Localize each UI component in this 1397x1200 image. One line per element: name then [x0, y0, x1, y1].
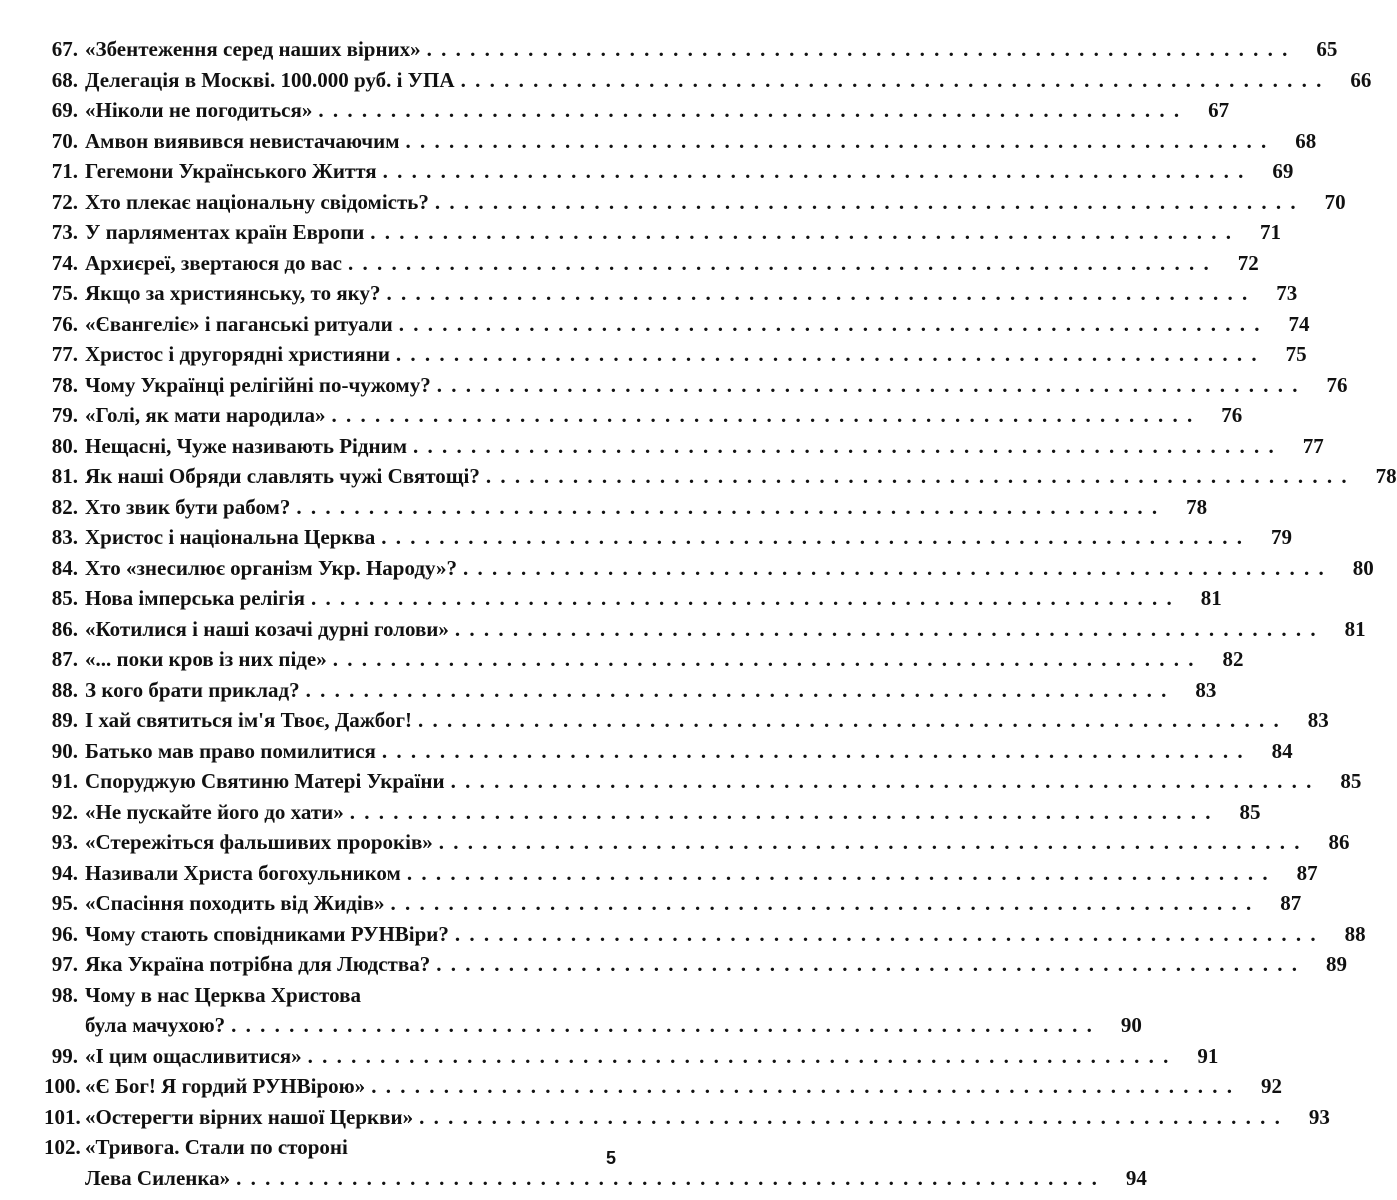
toc-entry-number: 86. [51, 616, 78, 641]
toc-entry [44, 492, 1208, 523]
toc-entry-number: 67. [51, 37, 78, 61]
toc-entry-page: 65 [1316, 37, 1338, 61]
dot-leader: . . . . . . . . . . . . . . . . . . . . . . . . . . . . . . . . . . . . . . . . . . . . . . . . . . . . . . . . . . . . [398, 311, 1262, 336]
toc-entry [44, 95, 1230, 126]
toc-entry-page: 85 [1340, 769, 1362, 793]
toc-entry [44, 126, 1317, 157]
toc-entry-page: 66 [1350, 67, 1372, 92]
toc-entry-title: Батько мав право помилитися [85, 738, 376, 763]
toc-line [44, 553, 1374, 584]
dot-leader: . . . . . . . . . . . . . . . . . . . . . . . . . . . . . . . . . . . . . . . . . . . . . . . . . . . . . . . . . . . . [454, 616, 1318, 641]
toc-entry-number: 78. [51, 372, 78, 397]
toc-entry-page: 85 [1239, 799, 1261, 824]
dot-leader: . . . . . . . . . . . . . . . . . . . . . . . . . . . . . . . . . . . . . . . . . . . . . . . . . . . . . . . . . . . . [463, 555, 1326, 580]
toc-entry-page: 77 [1302, 433, 1324, 458]
toc-entry-title: «Голі, як мати народила» [85, 403, 326, 427]
toc-entry-title: Яка Україна потрібна для Людства? [85, 952, 431, 976]
toc-entry [44, 400, 1243, 431]
toc-entry-page: 82 [1222, 647, 1244, 671]
toc-entry [44, 1041, 1219, 1072]
page-number: 5 [606, 1148, 617, 1168]
toc-entry-title: Якщо за християнську, то яку? [85, 281, 381, 305]
toc-entry-number: 85. [51, 586, 78, 610]
toc-entry-title: Чому Українці релігійні по-чужому? [85, 372, 431, 397]
toc-entry-title: Називали Христа богохульником [85, 860, 401, 885]
toc-entry [44, 644, 1244, 675]
toc-entry-number: 90. [51, 738, 78, 763]
toc-entry-number: 68. [51, 67, 78, 92]
toc-line [44, 949, 1347, 980]
toc-line-continued [44, 1163, 1147, 1194]
dot-leader: . . . . . . . . . . . . . . . . . . . . . . . . . . . . . . . . . . . . . . . . . . . . . . . . . . . . . . . . . . . . [349, 799, 1213, 824]
toc-entry-number: 70. [51, 128, 78, 153]
toc-entry [44, 736, 1293, 767]
toc-entry-number: 76. [51, 311, 78, 336]
toc-entry-number: 75. [51, 281, 78, 305]
dot-leader: . . . . . . . . . . . . . . . . . . . . . . . . . . . . . . . . . . . . . . . . . . . . . . . . . . . . . . . . . . . . [307, 1043, 1171, 1068]
toc-entry-number: 101. [44, 1104, 81, 1129]
toc-entry-number: 92. [51, 799, 78, 824]
toc-line [44, 919, 1366, 950]
toc-entry [44, 431, 1324, 462]
dot-leader: . . . . . . . . . . . . . . . . . . . . . . . . . . . . . . . . . . . . . . . . . . . . . . . . . . . . . . . . . . . . [381, 738, 1245, 763]
toc-entry-page: 67 [1208, 98, 1230, 122]
toc-entry-number: 98. [51, 982, 78, 1007]
dot-leader: . . . . . . . . . . . . . . . . . . . . . . . . . . . . . . . . . . . . . . . . . . . . . . . . . . . . . . . . . . . . [390, 891, 1254, 915]
toc-entry-page: 90 [1120, 1013, 1142, 1037]
toc-entry-page: 91 [1197, 1043, 1219, 1068]
toc-entry-number: 94. [51, 860, 78, 885]
toc-line [44, 156, 1294, 187]
toc-line [44, 980, 639, 1011]
dot-leader: . . . . . . . . . . . . . . . . . . . . . . . . . . . . . . . . . . . . . . . . . . . . . . . . . . . . . . . . . . . . [332, 647, 1196, 671]
toc-entry-number: 91. [51, 769, 78, 793]
dot-leader: . . . . . . . . . . . . . . . . . . . . . . . . . . . . . . . . . . . . . . . . . . . . . . . . . . . . . . . . . . . . [406, 860, 1270, 885]
toc-entry-page: 83 [1195, 677, 1217, 702]
toc-line [44, 705, 1329, 736]
toc-entry-number: 74. [51, 250, 78, 275]
toc-entry [44, 614, 1366, 645]
dot-leader: . . . . . . . . . . . . . . . . . . . . . . . . . . . . . . . . . . . . . . . . . . . . . . . . . . . . . . . . . . . . [305, 677, 1169, 702]
toc-entry-title: «Остерегти вірних нашої Церкви» [85, 1104, 414, 1129]
toc-entry-page: 73 [1276, 281, 1298, 305]
dot-leader: . . . . . . . . . . . . . . . . . . . . . . . . . . . . . . . . . . . . . . . . . . . . . . . . . . . . . . . . . . . . [454, 921, 1318, 946]
toc-entry [44, 187, 1346, 218]
toc-line [44, 34, 1338, 65]
toc-entry-title: Як наші Обряди славлять чужі Святощі? [85, 464, 480, 488]
dot-leader: . . . . . . . . . . . . . . . . . . . . . . . . . . . . . . . . . . . . . . . . . . . . . . . . . . . . . . . . . . . . [310, 586, 1174, 610]
toc-line [44, 1102, 1330, 1133]
toc-entry [44, 278, 1298, 309]
toc-entry [44, 980, 1142, 1041]
toc-entry-number: 87. [51, 647, 78, 671]
dot-leader: . . . . . . . . . . . . . . . . . . . . . . . . . . . . . . . . . . . . . . . . . . . . . . . . . . . . . . . . . . . . [296, 494, 1160, 519]
dot-leader: . . . . . . . . . . . . . . . . . . . . . . . . . . . . . . . . . . . . . . . . . . . . . . . . . . . . . . . . . . . . [413, 433, 1276, 458]
toc-line [44, 95, 1230, 126]
toc-entry [44, 919, 1366, 950]
toc-entry-title: Хто «знесилює організм Укр. Народу»? [85, 555, 458, 580]
toc-line [44, 858, 1318, 889]
toc-entry-number: 93. [51, 830, 78, 854]
toc-entry-title: «Збентеження серед наших вірних» [85, 37, 421, 61]
toc-line [44, 583, 1222, 614]
toc-entry-number: 96. [51, 921, 78, 946]
toc-line [44, 736, 1293, 767]
dot-leader: . . . . . . . . . . . . . . . . . . . . . . . . . . . . . . . . . . . . . . . . . . . . . . . . . . . . . . . . . . . . [236, 1165, 1099, 1190]
toc-line [44, 644, 1244, 675]
dot-leader: . . . . . . . . . . . . . . . . . . . . . . . . . . . . . . . . . . . . . . . . . . . . . . . . . . . . . . . . . . . . [485, 464, 1349, 488]
dot-leader: . . . . . . . . . . . . . . . . . . . . . . . . . . . . . . . . . . . . . . . . . . . . . . . . . . . . . . . . . . . . [331, 403, 1195, 427]
toc-entry-page: 76 [1326, 372, 1348, 397]
toc-line-continued [44, 1010, 1142, 1041]
toc-entry-number: 83. [51, 525, 78, 549]
toc-entry-title-continued: Лева Силенка» [85, 1165, 231, 1190]
toc-entry-title: Чому в нас Церква Христова [85, 982, 361, 1007]
toc-entry-number: 95. [51, 891, 78, 915]
toc-entry-page: 86 [1328, 830, 1350, 854]
toc-entry-number: 77. [51, 342, 78, 366]
toc-entry-page: 89 [1325, 952, 1347, 976]
toc-entry-page: 74 [1288, 311, 1310, 336]
dot-leader: . . . . . . . . . . . . . . . . . . . . . . . . . . . . . . . . . . . . . . . . . . . . . . . . . . . . . . . . . . . . [231, 1013, 1094, 1037]
toc-entry-title: «Є Бог! Я гордий РУНВірою» [85, 1074, 366, 1098]
toc-entry [44, 1071, 1282, 1102]
dot-leader: . . . . . . . . . . . . . . . . . . . . . . . . . . . . . . . . . . . . . . . . . . . . . . . . . . . . . . . . . . . . [405, 128, 1269, 153]
toc-entry [44, 583, 1222, 614]
toc-entry-title: Архиєреї, звертаюся до вас [85, 250, 342, 275]
dot-leader: . . . . . . . . . . . . . . . . . . . . . . . . . . . . . . . . . . . . . . . . . . . . . . . . . . . . . . . . . . . . [417, 708, 1281, 732]
toc-line [44, 400, 1243, 431]
toc-entry-page: 88 [1344, 921, 1366, 946]
toc-entry-number: 89. [51, 708, 78, 732]
toc-line [44, 675, 1217, 706]
toc-entry [44, 34, 1338, 65]
dot-leader: . . . . . . . . . . . . . . . . . . . . . . . . . . . . . . . . . . . . . . . . . . . . . . . . . . . . . . . . . . . . [460, 67, 1324, 92]
toc-entry-page: 80 [1352, 555, 1374, 580]
toc-line [44, 766, 1362, 797]
toc-entry [44, 248, 1259, 279]
toc-entry-title: З кого брати приклад? [85, 677, 300, 702]
toc-entry-page: 75 [1285, 342, 1307, 366]
toc-entry [44, 675, 1217, 706]
toc-entry-page: 78 [1375, 464, 1397, 488]
toc-line [44, 309, 1310, 340]
toc-line [44, 492, 1208, 523]
toc-entry-title: «Євангеліє» і паганські ритуали [85, 311, 393, 336]
toc-entry [44, 949, 1347, 980]
toc-entry [44, 1102, 1330, 1133]
toc-line [44, 278, 1298, 309]
toc-entry-number: 72. [51, 189, 78, 214]
toc-entry-page: 87 [1296, 860, 1318, 885]
table-of-contents [44, 34, 1397, 1193]
toc-entry-number: 81. [51, 464, 78, 488]
toc-entry-title: Споруджую Святиню Матері України [85, 769, 445, 793]
toc-entry-title: Христос і національна Церква [85, 525, 376, 549]
toc-entry-title: Амвон виявився невистачаючим [85, 128, 400, 153]
toc-entry-page: 71 [1260, 220, 1282, 244]
toc-entry-page: 70 [1324, 189, 1346, 214]
toc-entry [44, 370, 1348, 401]
toc-entry-number: 80. [51, 433, 78, 458]
toc-entry-title: І хай святиться ім'я Твоє, Дажбог! [85, 708, 412, 732]
toc-entry-number: 82. [51, 494, 78, 519]
toc-entry-number: 79. [51, 403, 78, 427]
toc-entry [44, 766, 1362, 797]
toc-entry [44, 827, 1350, 858]
toc-entry-title: «Спасіння походить від Жидів» [85, 891, 385, 915]
toc-entry-title: Хто плекає національну свідомість? [85, 189, 429, 214]
toc-entry-number: 69. [51, 98, 78, 122]
toc-line [44, 797, 1261, 828]
dot-leader: . . . . . . . . . . . . . . . . . . . . . . . . . . . . . . . . . . . . . . . . . . . . . . . . . . . . . . . . . . . . [371, 1074, 1234, 1098]
dot-leader: . . . . . . . . . . . . . . . . . . . . . . . . . . . . . . . . . . . . . . . . . . . . . . . . . . . . . . . . . . . . [419, 1104, 1282, 1129]
toc-entry [44, 217, 1282, 248]
toc-entry-page: 78 [1186, 494, 1208, 519]
toc-line [44, 522, 1293, 553]
toc-entry-number: 71. [51, 159, 78, 183]
dot-leader: . . . . . . . . . . . . . . . . . . . . . . . . . . . . . . . . . . . . . . . . . . . . . . . . . . . . . . . . . . . . [450, 769, 1314, 793]
toc-entry-number: 88. [51, 677, 78, 702]
toc-entry-page: 83 [1307, 708, 1329, 732]
toc-entry-number: 99. [51, 1043, 78, 1068]
toc-entry [44, 705, 1329, 736]
dot-leader: . . . . . . . . . . . . . . . . . . . . . . . . . . . . . . . . . . . . . . . . . . . . . . . . . . . . . . . . . . . . [382, 159, 1246, 183]
toc-line [44, 217, 1282, 248]
toc-entry-page: 79 [1271, 525, 1293, 549]
toc-entry-number: 102. [44, 1135, 81, 1159]
toc-entry-title: Чому стають сповідниками РУНВіри? [85, 921, 449, 946]
toc-entry [44, 1132, 1147, 1193]
toc-entry-title: «Стережіться фальшивих пророків» [85, 830, 433, 854]
toc-entry-page: 68 [1295, 128, 1317, 153]
toc-entry-title: «І цим ощасливитися» [85, 1043, 302, 1068]
toc-entry-title: Гегемони Українського Життя [85, 159, 377, 183]
toc-entry-page: 69 [1272, 159, 1294, 183]
toc-entry-title: Хто звик бути рабом? [85, 494, 291, 519]
dot-leader: . . . . . . . . . . . . . . . . . . . . . . . . . . . . . . . . . . . . . . . . . . . . . . . . . . . . . . . . . . . . [347, 250, 1211, 275]
toc-entry-title: Христос і другорядні християни [85, 342, 390, 366]
toc-entry-title: У парляментах країн Европи [85, 220, 365, 244]
toc-line [44, 827, 1350, 858]
toc-entry-page: 94 [1125, 1165, 1147, 1190]
toc-entry-title-continued: була мачухою? [85, 1013, 226, 1037]
toc-entry-title: «Котилися і наші козачі дурні голови» [85, 616, 449, 641]
dot-leader: . . . . . . . . . . . . . . . . . . . . . . . . . . . . . . . . . . . . . . . . . . . . . . . . . . . . . . . . . . . . [381, 525, 1245, 549]
toc-entry-page: 81 [1344, 616, 1366, 641]
dot-leader: . . . . . . . . . . . . . . . . . . . . . . . . . . . . . . . . . . . . . . . . . . . . . . . . . . . . . . . . . . . . [436, 952, 1299, 976]
dot-leader: . . . . . . . . . . . . . . . . . . . . . . . . . . . . . . . . . . . . . . . . . . . . . . . . . . . . . . . . . . . . [318, 98, 1182, 122]
toc-line [44, 370, 1348, 401]
toc-entry [44, 65, 1372, 96]
toc-entry-title: Делегація в Москві. 100.000 руб. і УПА [85, 67, 455, 92]
toc-line [44, 187, 1346, 218]
toc-line [44, 614, 1366, 645]
toc-line [44, 888, 1302, 919]
dot-leader: . . . . . . . . . . . . . . . . . . . . . . . . . . . . . . . . . . . . . . . . . . . . . . . . . . . . . . . . . . . . [386, 281, 1250, 305]
dot-leader: . . . . . . . . . . . . . . . . . . . . . . . . . . . . . . . . . . . . . . . . . . . . . . . . . . . . . . . . . . . . [438, 830, 1302, 854]
toc-entry-number: 97. [51, 952, 78, 976]
toc-line [44, 65, 1372, 96]
toc-entry-number: 84. [51, 555, 78, 580]
toc-entry-page: 84 [1271, 738, 1293, 763]
toc-line [44, 1041, 1219, 1072]
toc-entry-page: 76 [1221, 403, 1243, 427]
toc-entry-title: Нещасні, Чуже називають Рідним [85, 433, 408, 458]
toc-entry-page: 93 [1308, 1104, 1330, 1129]
toc-entry-number: 100. [44, 1074, 81, 1098]
toc-entry-page: 81 [1200, 586, 1222, 610]
toc-entry-title: «Не пускайте його до хати» [85, 799, 344, 824]
dot-leader: . . . . . . . . . . . . . . . . . . . . . . . . . . . . . . . . . . . . . . . . . . . . . . . . . . . . . . . . . . . . [370, 220, 1234, 244]
dot-leader: . . . . . . . . . . . . . . . . . . . . . . . . . . . . . . . . . . . . . . . . . . . . . . . . . . . . . . . . . . . . [434, 189, 1298, 214]
toc-entry-title: «Ніколи не погодиться» [85, 98, 313, 122]
toc-entry [44, 797, 1261, 828]
toc-entry [44, 888, 1302, 919]
toc-entry-number: 73. [51, 220, 78, 244]
toc-line [44, 126, 1317, 157]
toc-entry [44, 553, 1374, 584]
toc-entry [44, 309, 1310, 340]
toc-line [44, 461, 1397, 492]
dot-leader: . . . . . . . . . . . . . . . . . . . . . . . . . . . . . . . . . . . . . . . . . . . . . . . . . . . . . . . . . . . . [395, 342, 1259, 366]
toc-entry [44, 339, 1307, 370]
dot-leader: . . . . . . . . . . . . . . . . . . . . . . . . . . . . . . . . . . . . . . . . . . . . . . . . . . . . . . . . . . . . [426, 37, 1290, 61]
toc-entry-page: 92 [1260, 1074, 1282, 1098]
toc-line [44, 339, 1307, 370]
toc-line [44, 1132, 639, 1163]
toc-entry-page: 87 [1280, 891, 1302, 915]
toc-entry [44, 156, 1294, 187]
toc-line [44, 431, 1324, 462]
toc-line [44, 248, 1259, 279]
toc-entry-page: 72 [1237, 250, 1259, 275]
toc-entry [44, 461, 1397, 492]
toc-entry [44, 522, 1293, 553]
toc-entry [44, 858, 1318, 889]
dot-leader: . . . . . . . . . . . . . . . . . . . . . . . . . . . . . . . . . . . . . . . . . . . . . . . . . . . . . . . . . . . . [436, 372, 1300, 397]
toc-entry-title: Нова імперська релігія [85, 586, 305, 610]
toc-line [44, 1071, 1282, 1102]
toc-entry-title: «Тривога. Стали по стороні [85, 1135, 348, 1159]
toc-entry-title: «... поки кров із них піде» [85, 647, 327, 671]
